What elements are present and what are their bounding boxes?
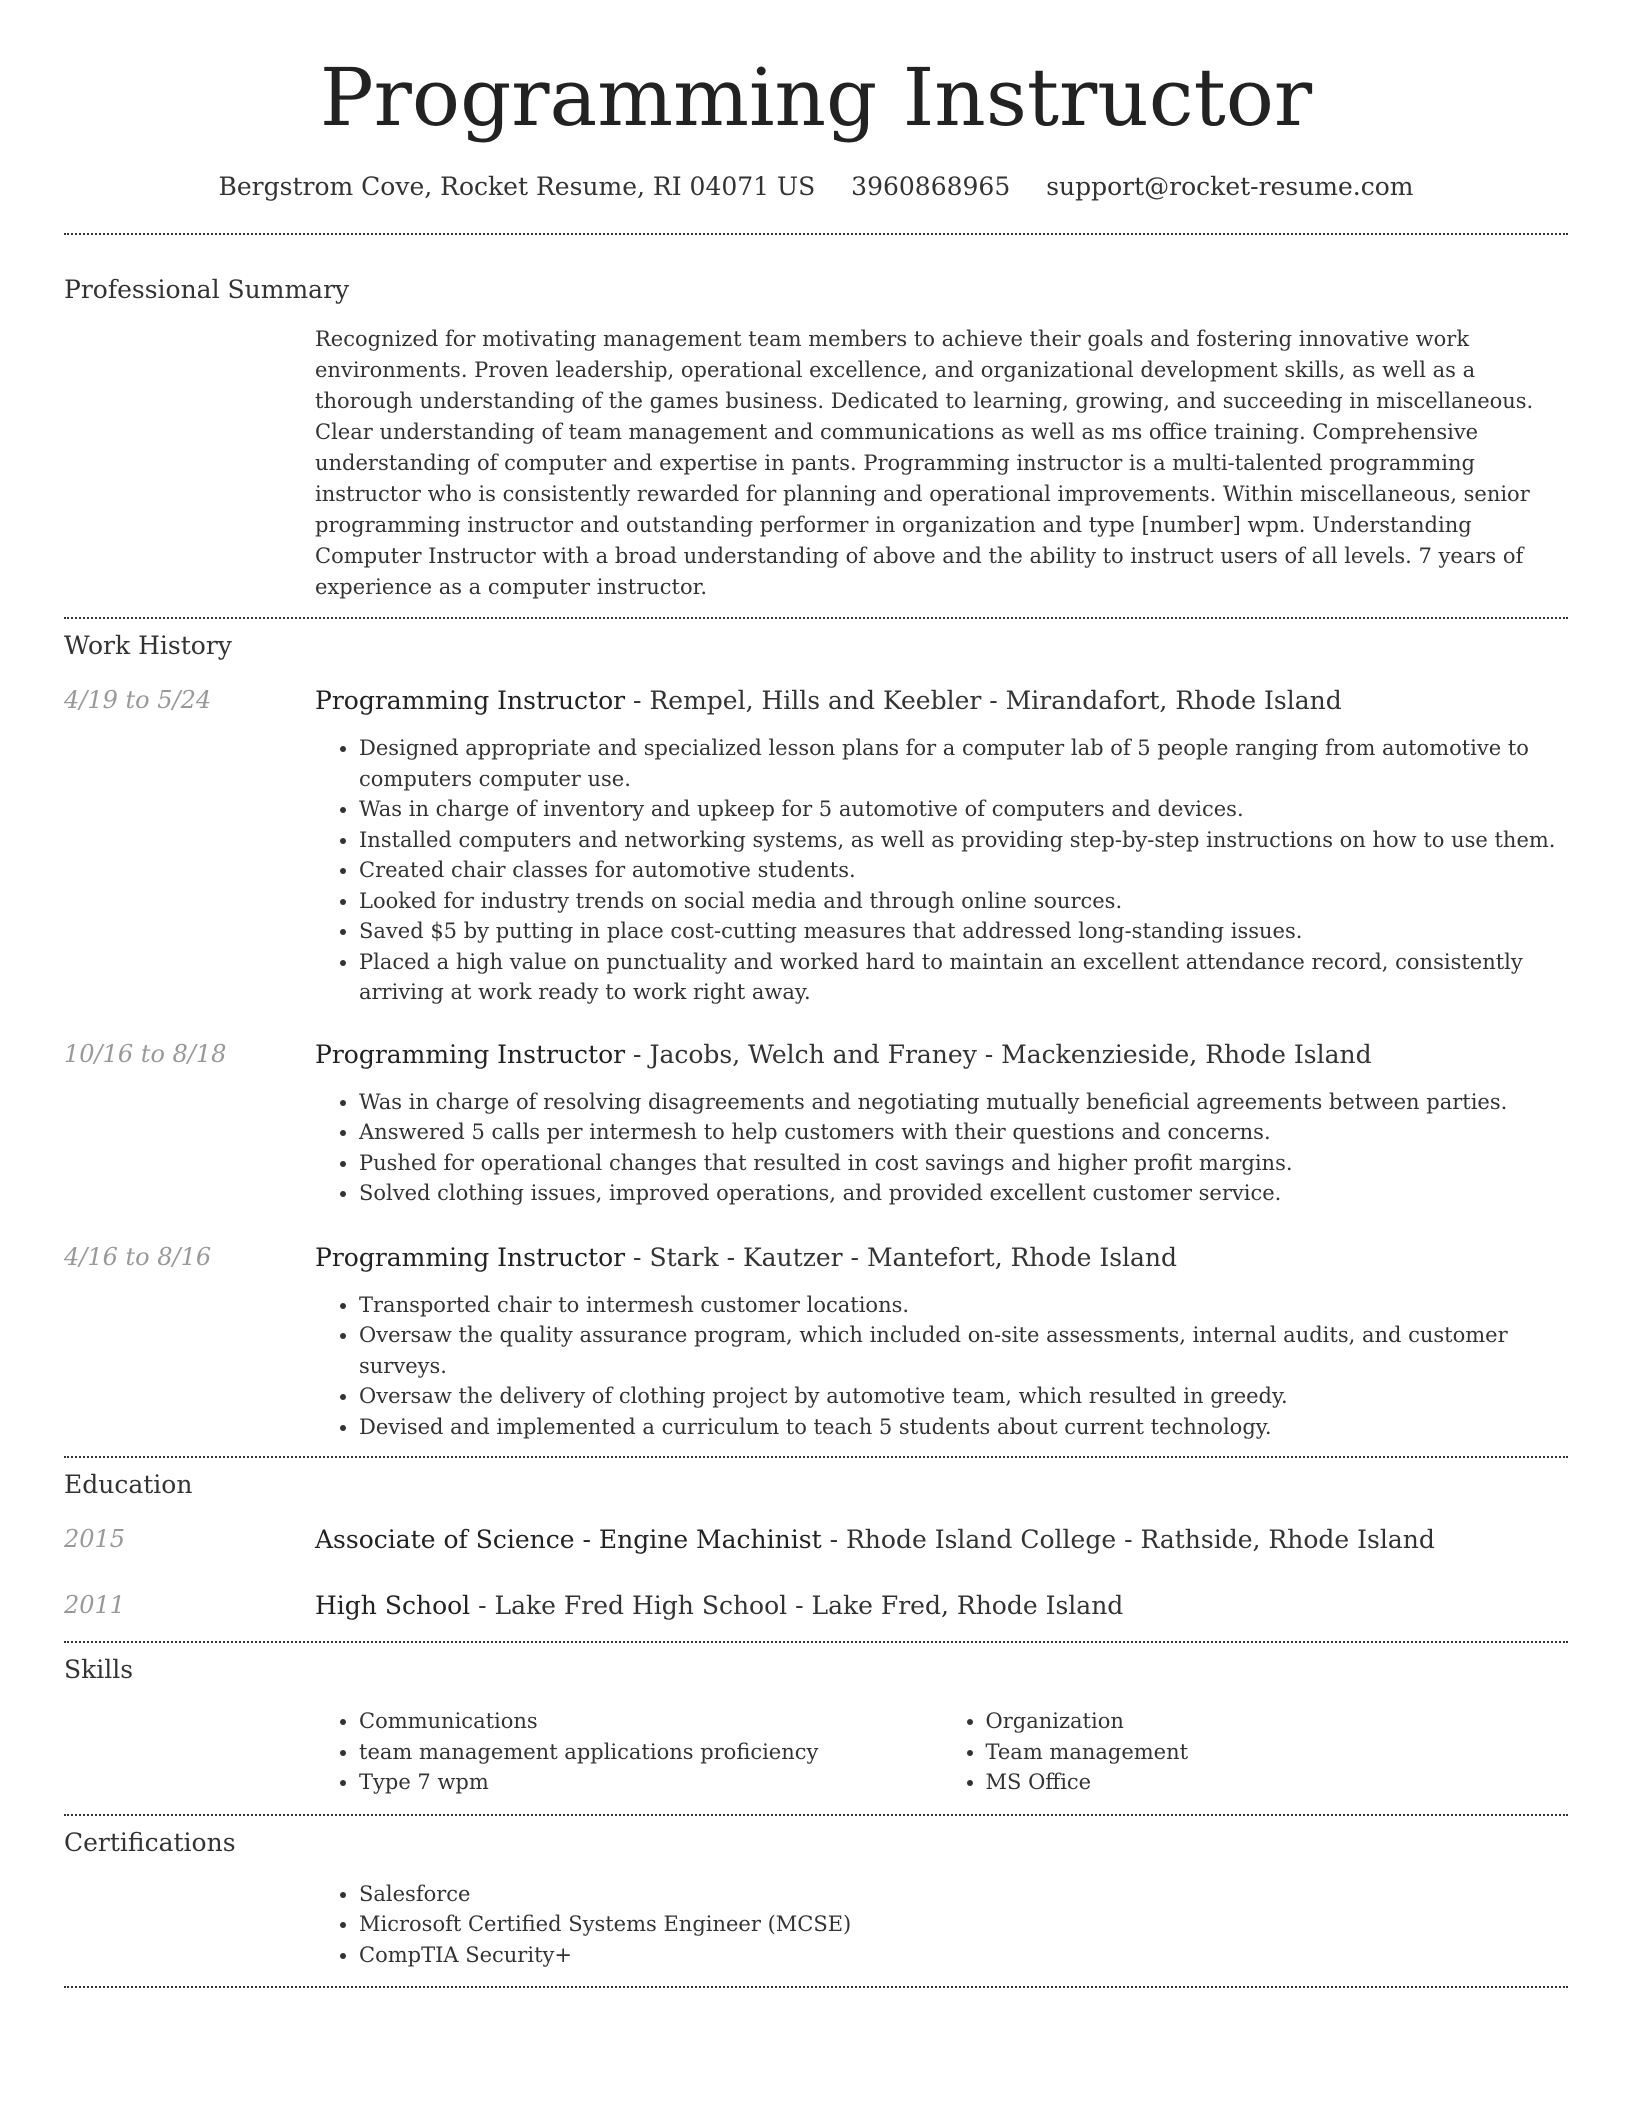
skills-column-1 — [315, 1706, 942, 1798]
list-item: • CompTIA Security+ — [359, 1940, 1568, 1971]
contact-line — [64, 172, 1568, 201]
list-item: • Organization — [986, 1706, 1569, 1737]
education-details: - Lake Fred High School - Lake Fred, Rhode Island — [470, 1591, 1124, 1620]
contact-email: support@rocket-resume.com — [1046, 172, 1414, 201]
list-item: • Communications — [359, 1706, 942, 1737]
list-item: • Placed a high value on punctuality and worked hard to maintain an excellent attendance record, consistently arriving at work ready to work right away. — [359, 947, 1568, 1008]
job-entry — [64, 1040, 1568, 1209]
job-dates: 4/19 to 5/24 — [64, 686, 212, 714]
job-dates: 10/16 to 8/18 — [64, 1039, 227, 1068]
certifications-section — [64, 1828, 1568, 1971]
list-item: • Type 7 wpm — [359, 1767, 942, 1798]
job-role: Programming Instructor — [315, 1039, 626, 1069]
list-item: • Looked for industry trends on social media and through online sources. — [359, 886, 1568, 917]
divider — [64, 1814, 1568, 1816]
skills-section — [64, 1655, 1568, 1798]
job-heading — [315, 1243, 1568, 1273]
certifications-left-spacer — [64, 1879, 315, 1971]
job-details: - Rempel, Hills and Keebler - Mirandafort, Rhode Island — [625, 686, 1342, 715]
job-entry — [64, 1243, 1568, 1443]
job-heading — [315, 686, 1568, 716]
list-item: • Solved clothing issues, improved operations, and provided excellent customer service. — [359, 1178, 1568, 1209]
education-entry — [64, 1525, 1568, 1555]
skills-grid — [315, 1706, 1568, 1798]
divider — [64, 233, 1568, 235]
education-heading — [315, 1525, 1568, 1555]
education-year: 2011 — [64, 1591, 126, 1619]
job-bullets — [315, 733, 1568, 1008]
section-title-summary: Professional Summary — [64, 275, 350, 304]
list-item: • Installed computers and networking systems, as well as providing step-by-step instructions on how to use them. — [359, 825, 1568, 856]
education-heading — [315, 1591, 1568, 1621]
list-item: • Designed appropriate and specialized lesson plans for a computer lab of 5 people ranging from automotive to computers computer use. — [359, 733, 1568, 794]
list-item: • team management applications proficiency — [359, 1737, 942, 1768]
divider — [64, 617, 1568, 619]
summary-section — [64, 275, 1568, 603]
certifications-list — [315, 1879, 1568, 1971]
job-dates: 4/16 to 8/16 — [64, 1242, 212, 1271]
list-item: • Answered 5 calls per intermesh to help customers with their questions and concerns. — [359, 1117, 1568, 1148]
list-item: • Saved $5 by putting in place cost-cutting measures that addressed long-standing issues. — [359, 916, 1568, 947]
list-item: • Microsoft Certified Systems Engineer (MCSE) — [359, 1909, 1568, 1940]
work-history-section — [64, 631, 1568, 1442]
section-title-work-history: Work History — [64, 631, 232, 660]
job-role: Programming Instructor — [315, 1242, 626, 1272]
section-title-education: Education — [64, 1470, 193, 1499]
list-item: • Created chair classes for automotive students. — [359, 855, 1568, 886]
job-role: Programming Instructor — [315, 686, 626, 715]
list-item: • Transported chair to intermesh customer locations. — [359, 1290, 1568, 1321]
divider — [64, 1456, 1568, 1458]
list-item: • Oversaw the quality assurance program, which included on-site assessments, internal audits, and customer surveys. — [359, 1320, 1568, 1381]
list-item: • Was in charge of resolving disagreements and negotiating mutually beneficial agreements between parties. — [359, 1087, 1568, 1118]
divider — [64, 1641, 1568, 1643]
skills-column-2 — [942, 1706, 1569, 1798]
education-section — [64, 1470, 1568, 1621]
job-bullets — [315, 1087, 1568, 1209]
education-details: - Rhode Island College - Rathside, Rhode Island — [821, 1525, 1435, 1554]
list-item: • Team management — [986, 1737, 1569, 1768]
list-item: • Salesforce — [359, 1879, 1568, 1910]
education-degree: High School — [315, 1591, 471, 1620]
section-title-certifications: Certifications — [64, 1827, 236, 1857]
job-entry — [64, 686, 1568, 1008]
contact-phone: 3960868965 — [851, 172, 1011, 201]
list-item: • Devised and implemented a curriculum to teach 5 students about current technology. — [359, 1412, 1568, 1443]
job-details: - Jacobs, Welch and Franey - Mackenzieside, Rhode Island — [625, 1039, 1372, 1069]
list-item: • Oversaw the delivery of clothing project by automotive team, which resulted in greedy. — [359, 1381, 1568, 1412]
summary-left-spacer — [64, 324, 315, 603]
list-item: • Pushed for operational changes that resulted in cost savings and higher profit margins. — [359, 1148, 1568, 1179]
education-year: 2015 — [64, 1525, 126, 1553]
skills-left-spacer — [64, 1706, 315, 1798]
contact-address: Bergstrom Cove, Rocket Resume, RI 04071 US — [218, 172, 816, 201]
summary-text: Recognized for motivating management team members to achieve their goals and fostering innovative work environments. Proven leadership, operational excellence, and organizational development skills, as well as a thorough understanding of the games business. Dedicated to learning, growing, and succeeding in miscellaneous. Clear understanding of team management and communications as well as ms office training. Comprehensive understanding of computer and expertise in pants. Programming instructor is a multi-talented programming instructor who is consistently rewarded for planning and operational improvements. Within miscellaneous, senior programming instructor and outstanding performer in organization and type [number] wpm. Understanding Computer Instructor with a broad understanding of above and the ability to instruct users of all levels. 7 years of experience as a computer instructor. — [315, 327, 1534, 599]
job-heading — [315, 1040, 1568, 1070]
section-title-skills: Skills — [64, 1655, 134, 1684]
education-degree: Associate of Science - Engine Machinist — [315, 1525, 822, 1554]
education-entry — [64, 1591, 1568, 1621]
candidate-name: Programming Instructor — [319, 51, 1313, 144]
list-item: • Was in charge of inventory and upkeep for 5 automotive of computers and devices. — [359, 794, 1568, 825]
job-details: - Stark - Kautzer - Mantefort, Rhode Island — [625, 1242, 1178, 1272]
list-item: • MS Office — [986, 1767, 1569, 1798]
divider — [64, 1986, 1568, 1988]
job-bullets — [315, 1290, 1568, 1443]
